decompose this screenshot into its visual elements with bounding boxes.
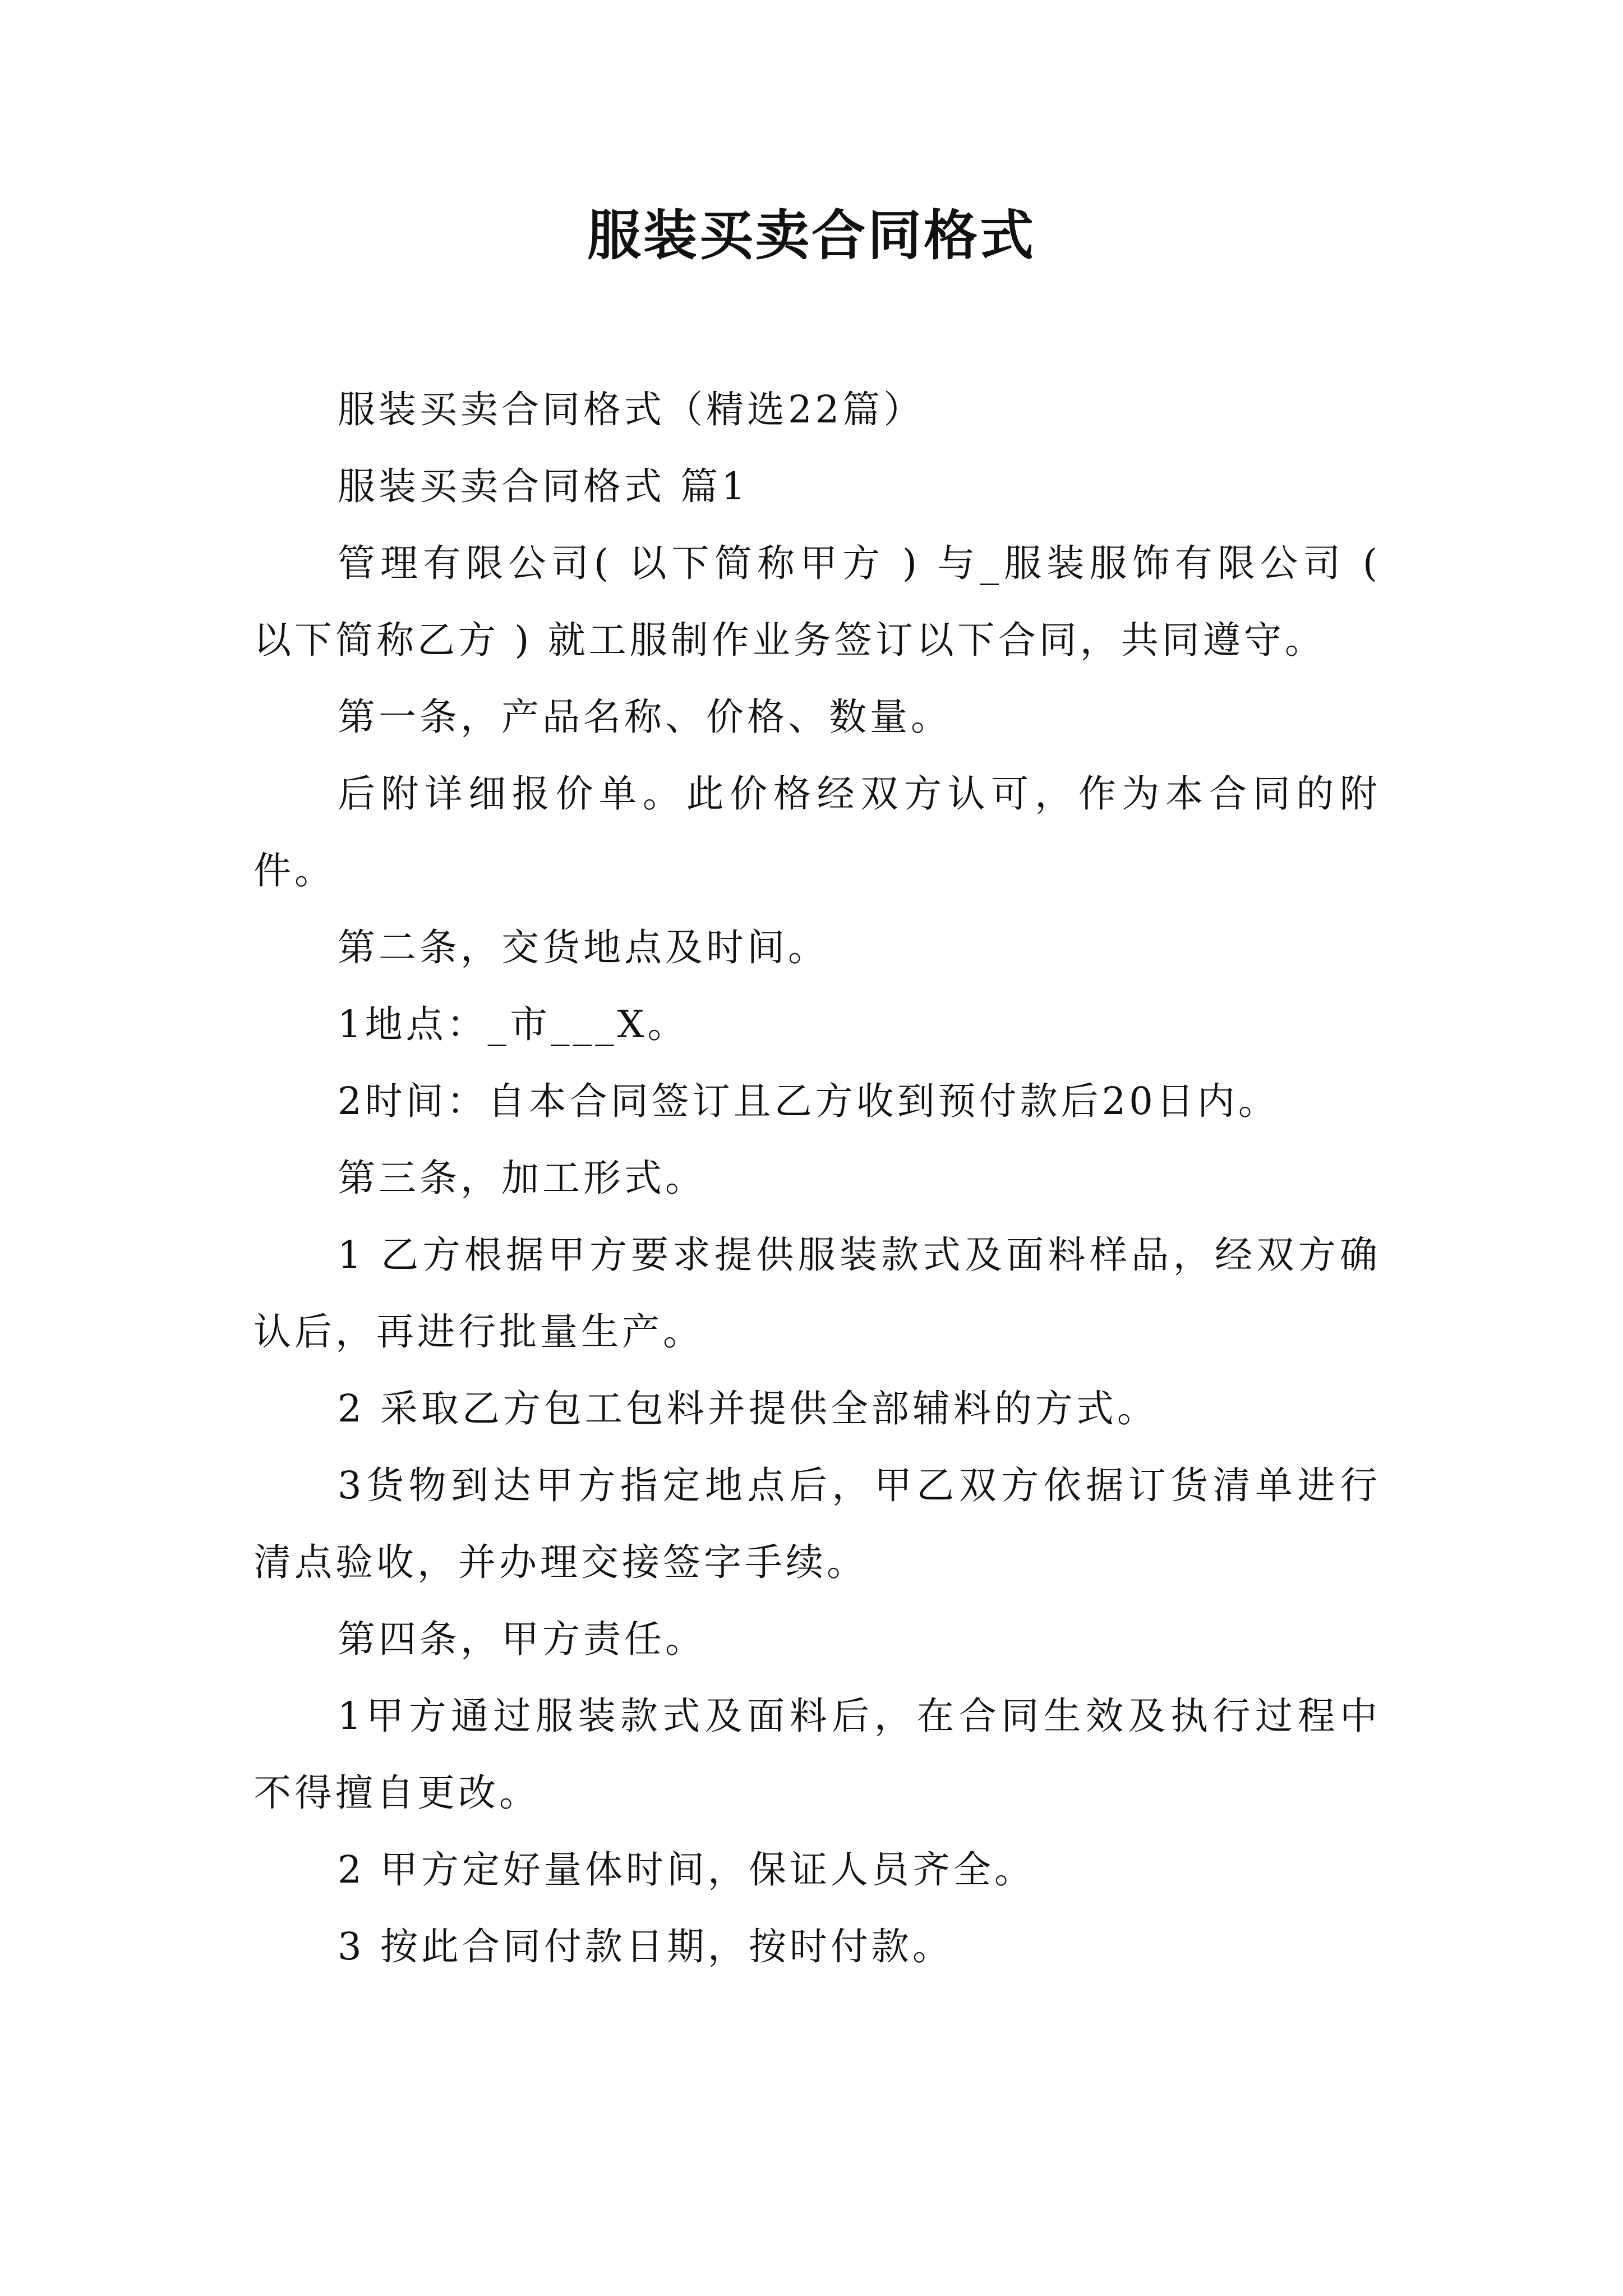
paragraph-article-2: 第二条，交货地点及时间。	[338, 926, 829, 969]
paragraph-article-4-item-1: 1甲方通过服装款式及面料后，在合同生效及执行过程中不得擅自更改。	[253, 1694, 1381, 1815]
paragraph-article-1: 第一条，产品名称、价格、数量。	[338, 695, 952, 739]
paragraph-article-3: 第三条，加工形式。	[338, 1156, 706, 1200]
paragraph-subtitle: 服装买卖合同格式（精选22篇）	[338, 388, 925, 431]
paragraph-article-3-item-2: 2 采取乙方包工包料并提供全部辅料的方式。	[338, 1387, 1158, 1430]
paragraph-article-4-item-2: 2 甲方定好量体时间，保证人员齐全。	[338, 1848, 1035, 1892]
paragraph-article-4-item-3: 3 按此合同付款日期，按时付款。	[338, 1925, 953, 1968]
document-body	[253, 371, 1381, 1985]
paragraph-section-heading: 服装买卖合同格式 篇1	[338, 464, 749, 508]
paragraph-article-3-item-1: 1 乙方根据甲方要求提供服装款式及面料样品，经双方确认后，再进行批量生产。	[253, 1233, 1381, 1354]
document-title: 服装买卖合同格式	[587, 204, 1036, 267]
paragraph-article-4: 第四条，甲方责任。	[338, 1617, 706, 1661]
paragraph-article-2-item-1: 1地点：_市___X。	[338, 1002, 689, 1046]
paragraph-parties: 管理有限公司( 以下简称甲方 ) 与_服装服饰有限公司 ( 以下简称乙方 ) 就工服制作业务签订以下合同，共同遵守。	[253, 541, 1381, 662]
paragraph-article-2-item-2: 2时间：自本合同签订且乙方收到预付款后20日内。	[338, 1079, 1279, 1123]
paragraph-article-3-item-3: 3货物到达甲方指定地点后，甲乙双方依据订货清单进行清点验收，并办理交接签字手续。	[253, 1464, 1381, 1584]
paragraph-article-1-text: 后附详细报价单。此价格经双方认可，作为本合同的附件。	[253, 772, 1381, 892]
